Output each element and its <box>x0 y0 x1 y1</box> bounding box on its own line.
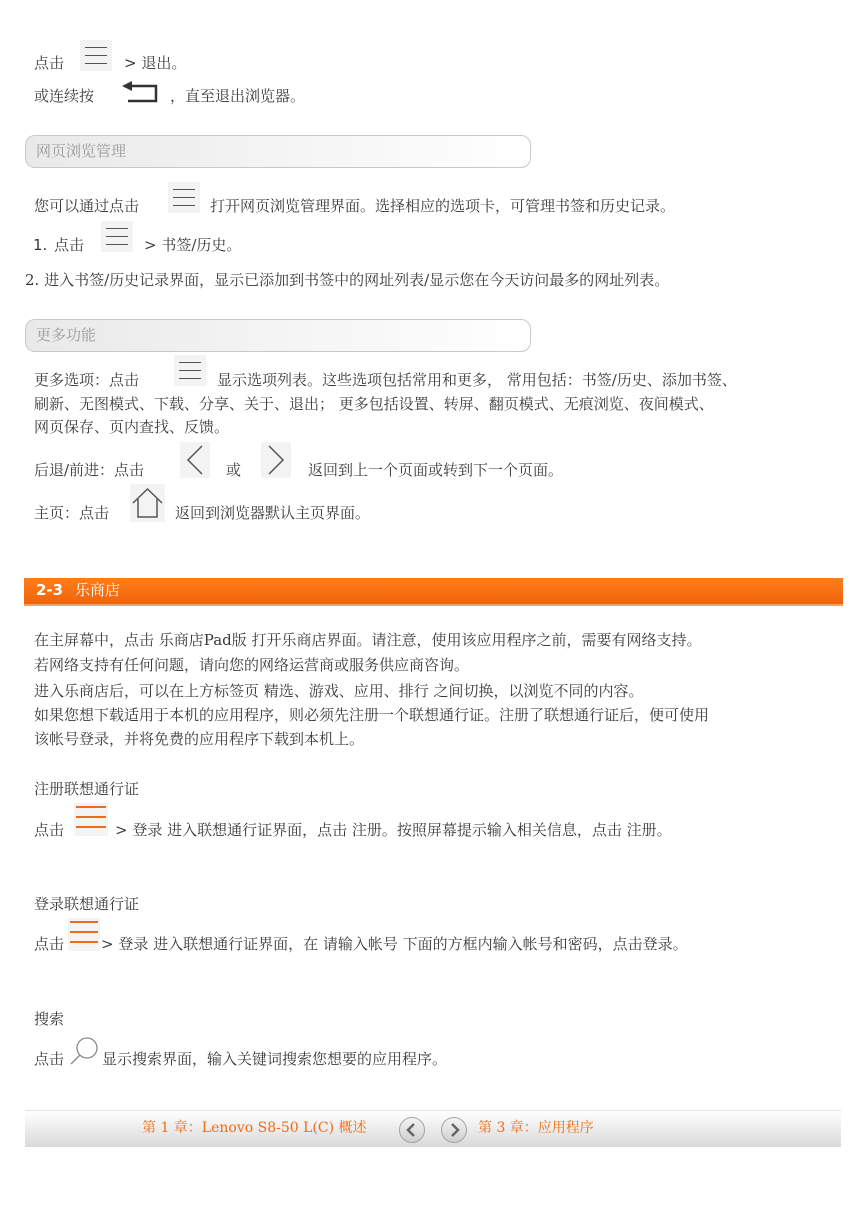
orange-menu-icon <box>74 803 108 836</box>
text-until-exit: ，直至退出浏览器。 <box>170 87 306 105</box>
text-step2: 2. 进入书签/历史记录界面，显示已添加到书签中的网址列表/显示您在今天访问最多的网址列表。 <box>25 271 670 289</box>
text-more-options-rest: 显示选项列表。这些选项包括常用和更多， 常用包括：书签/历史、添加书签、 <box>217 371 737 389</box>
text-press-repeatedly: 或连续按 <box>34 87 95 105</box>
text-search-click: 点击 <box>34 1050 65 1068</box>
text-home-rest: 返回到浏览器默认主页界面。 <box>175 504 371 522</box>
section-bar-lestore <box>24 578 843 606</box>
menu-icon <box>168 182 200 213</box>
step-number: 1. <box>33 236 48 254</box>
section-tab-more-features: 更多功能 <box>25 319 531 352</box>
text-search-rest: 显示搜索界面，输入关键词搜索您想要的应用程序。 <box>102 1050 448 1068</box>
text-register-rest: > 登录 进入联想通行证界面，点击 注册。按照屏幕提示输入相关信息，点击 注册。 <box>115 821 672 839</box>
heading-login: 登录联想通行证 <box>34 895 140 913</box>
text-click: 点击 <box>34 54 65 72</box>
link-prev-chapter[interactable]: 第 1 章：Lenovo S8-50 L(C) 概述 <box>142 1120 367 1136</box>
link-next-chapter[interactable]: 第 3 章：应用程序 <box>478 1120 594 1136</box>
prev-page-button[interactable] <box>399 1117 425 1143</box>
text-or: 或 <box>226 461 242 479</box>
text-store-intro-3: 进入乐商店后，可以在上方标签页 精选、游戏、应用、排行 之间切换，以浏览不同的内容。 <box>34 682 644 700</box>
menu-icon <box>174 355 206 386</box>
heading-register: 注册联想通行证 <box>34 780 140 798</box>
text-exit: > 退出。 <box>124 54 187 72</box>
next-page-button[interactable] <box>441 1117 467 1143</box>
section-title: 乐商店 <box>75 581 121 599</box>
text-step1-click: 点击 <box>54 236 85 254</box>
arrow-left-icon <box>400 1118 424 1142</box>
menu-icon <box>101 221 133 252</box>
text-more-options-line2: 刷新、无图模式、下载、分享、关于、退出； 更多包括设置、转屏、翻页模式、无痕浏览、夜间模式、 <box>34 395 714 413</box>
heading-search: 搜索 <box>34 1010 65 1028</box>
text-store-intro-1: 在主屏幕中，点击 乐商店Pad版 打开乐商店界面。请注意，使用该应用程序之前，需要有网络支持。 <box>34 631 702 649</box>
text-store-intro-2: 若网络支持有任何问题，请向您的网络运营商或服务供应商咨询。 <box>34 656 470 674</box>
arrow-right-icon <box>442 1118 466 1142</box>
text-browse-intro: 您可以通过点击 <box>34 197 140 215</box>
text-more-options-line3: 网页保存、页内查找、反馈。 <box>34 418 230 436</box>
text-browse-intro-rest: 打开网页浏览管理界面。选择相应的选项卡，可管理书签和历史记录。 <box>210 197 676 215</box>
chevron-left-icon <box>180 442 210 478</box>
text-register-click: 点击 <box>34 821 65 839</box>
search-icon <box>68 1034 102 1068</box>
orange-menu-icon <box>68 918 100 951</box>
text-store-intro-5: 该帐号登录，并将免费的应用程序下载到本机上。 <box>34 730 365 748</box>
footer-nav <box>25 1110 841 1147</box>
back-icon <box>120 80 160 106</box>
chevron-right-icon <box>261 442 291 478</box>
section-tab-browse-management: 网页浏览管理 <box>25 135 531 168</box>
home-icon <box>130 484 165 522</box>
text-back-forward-rest: 返回到上一个页面或转到下一个页面。 <box>308 461 564 479</box>
text-login-click: 点击 <box>34 935 65 953</box>
text-store-intro-4: 如果您想下载适用于本机的应用程序，则必须先注册一个联想通行证。注册了联想通行证后，便可使用 <box>34 706 710 724</box>
text-login-rest: > 登录 进入联想通行证界面，在 请输入帐号 下面的方框内输入帐号和密码，点击登录。 <box>101 935 688 953</box>
menu-icon <box>80 40 112 71</box>
text-step1-bookmarks: > 书签/历史。 <box>144 236 242 254</box>
text-home: 主页：点击 <box>34 504 110 522</box>
section-number: 2-3 <box>36 581 64 599</box>
text-back-forward: 后退/前进：点击 <box>34 461 145 479</box>
text-more-options: 更多选项：点击 <box>34 371 140 389</box>
